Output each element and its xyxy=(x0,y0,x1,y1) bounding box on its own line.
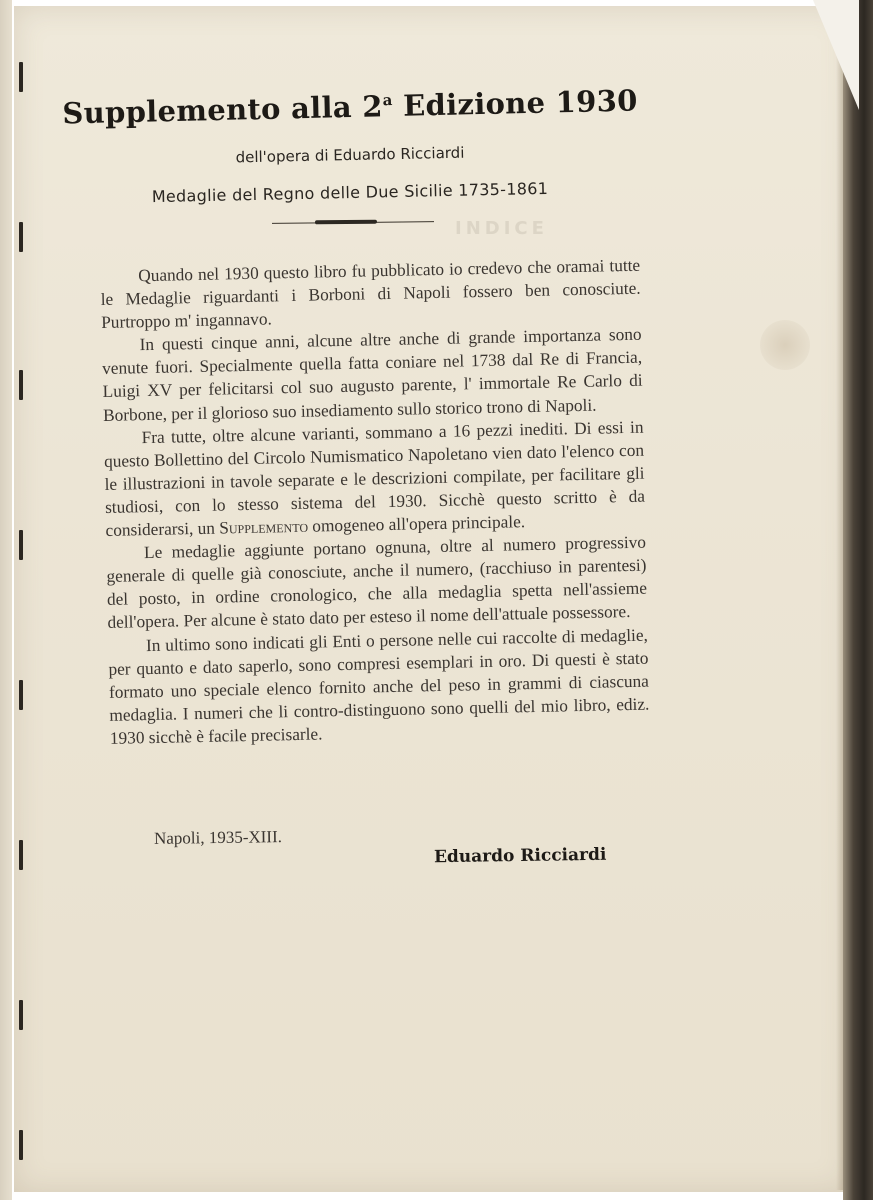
subtitle-author: dell'opera di Eduardo Ricciardi xyxy=(235,143,465,167)
binding-mark xyxy=(19,1000,23,1030)
binding-mark xyxy=(19,530,23,560)
paragraph-2: In questi cinque anni, alcune altre anche di grande importanza sono venute fuori. Specialmente quella fatta coniare nel 1738 dal Re di Francia, Luigi XV per felicitarsi col suo augusto parente, l' immortale Re Carlo di Borbone, per il glorioso suo insediamento sullo storico trono di Napoli. xyxy=(101,324,643,425)
paragraph-5: In ultimo sono indicati gli Enti o persone nelle cui raccolte di medaglie, per quanto e dato saperlo, sono compresi esemplari in oro. Di questi è stato formato uno speciale elenco fornito anche del peso in grammi di ciascuna medaglia. I numeri che li contro-distinguono sono quelli del mio libro, ediz. 1930 sicchè è facile precisarle. xyxy=(108,625,650,748)
paragraph-3-smallcaps: Supplemento xyxy=(219,516,309,538)
binding-mark xyxy=(19,222,23,252)
title-tail: Edizione 1930 xyxy=(392,83,638,124)
subtitle-work: Medaglie del Regno delle Due Sicilie 1735-1861 xyxy=(151,178,549,207)
binding-mark xyxy=(19,370,23,400)
place-date: Napoli, 1935-XIII. xyxy=(153,827,283,848)
torn-corner xyxy=(813,0,859,110)
binding-mark xyxy=(19,680,23,710)
divider-ornament xyxy=(315,220,377,225)
author-signature: Eduardo Ricciardi xyxy=(433,844,607,868)
paragraph-3-end: omogeneo all'opera principale. xyxy=(307,512,526,536)
book-edge xyxy=(843,0,873,1200)
paragraph-4: Le medaglie aggiunte portano ognuna, oltre al numero progressivo generale di quelle già conosciute, anche il numero, (racchiuso in parentesi) del posto, in ordine cronologico, che alla medaglia spetta nell'assieme dell'opera. Per alcune è stato dato per esteso il nome dell'attuale possessore. xyxy=(106,532,648,633)
title-main: Supplemento alla 2 xyxy=(62,89,384,131)
binding-mark xyxy=(19,1130,23,1160)
page-spine xyxy=(0,0,12,1200)
bleed-through-text: INDICE xyxy=(455,218,548,239)
title-superscript: a xyxy=(382,91,393,110)
paper-stain xyxy=(760,320,810,370)
paragraph-3 xyxy=(103,415,645,542)
paragraph-3-start: Fra tutte, oltre alcune varianti, sommano a 16 pezzi inediti. Di essi in questo Bollettino del Circolo Numismatico Napoletano vien dato l'elenco con le illustrazioni in tavole separate e le descrizioni compilate, per facilitare gli studiosi, con lo stesso sistema del 1930. Sicchè questo scritto è da considerarsi, un xyxy=(103,417,646,540)
body-text xyxy=(100,254,650,750)
paragraph-1: Quando nel 1930 questo libro fu pubblicato io credevo che oramai tutte le Medaglie riguardanti i Borboni di Napoli fossero ben conosciute. Purtroppo m' ingannavo. xyxy=(100,255,641,333)
binding-mark xyxy=(19,840,23,870)
binding-mark xyxy=(19,62,23,92)
